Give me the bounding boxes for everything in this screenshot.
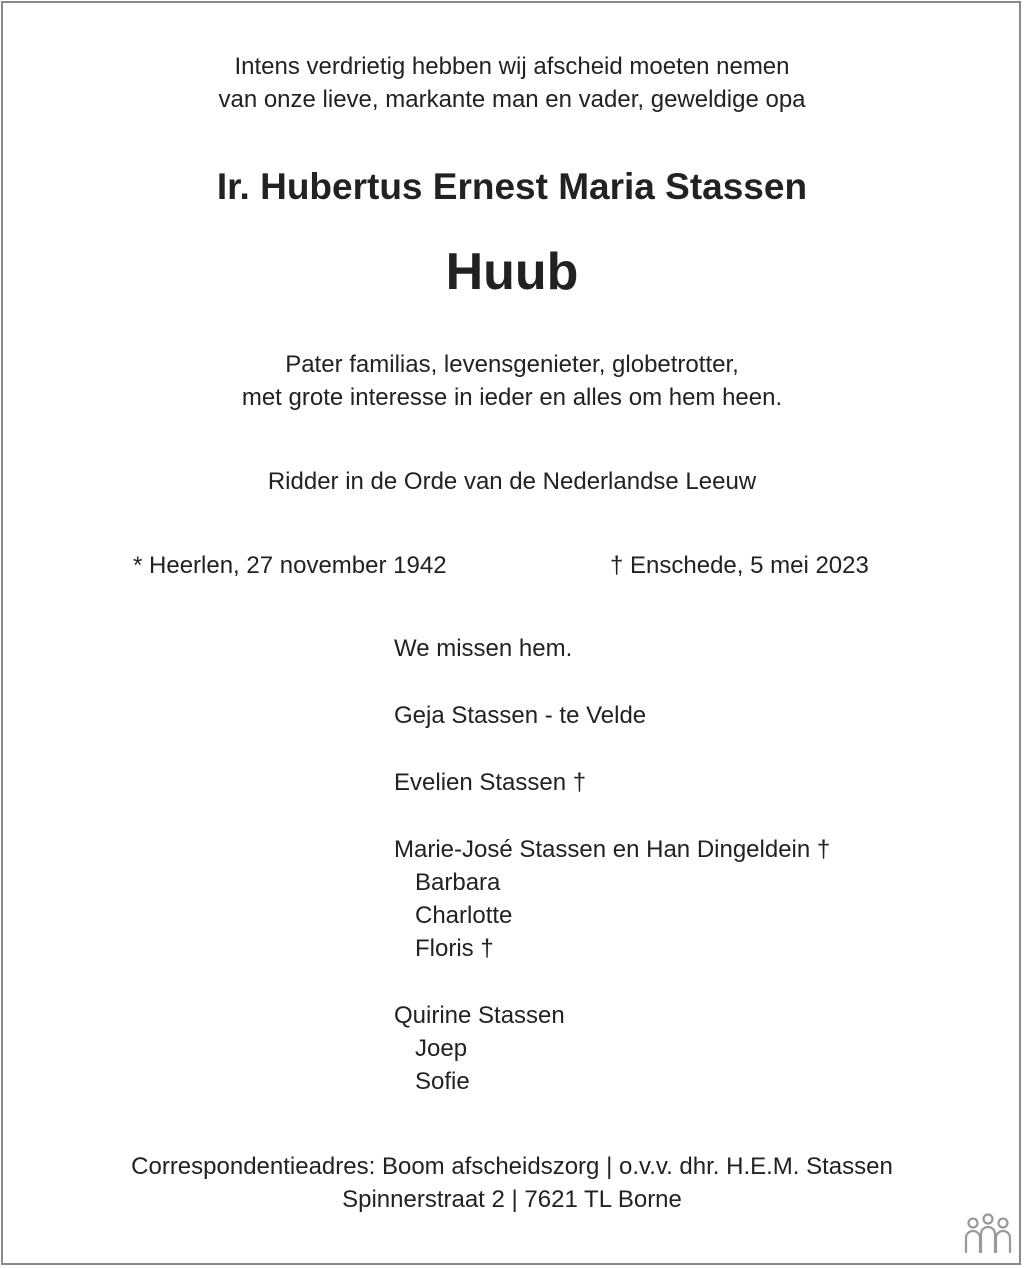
spouse-name: Geja Stassen - te Velde — [394, 702, 647, 729]
description-line-1: Pater familias, levensgenieter, globetrotter, — [285, 351, 739, 378]
grandchild-name: Charlotte — [415, 902, 513, 929]
grandchild-name: Floris † — [415, 935, 494, 962]
description-line-2: met grote interesse in ieder en alles om hem heen. — [241, 384, 783, 411]
grandchild-name: Barbara — [415, 869, 501, 896]
daughter-2-name: Marie-José Stassen en Han Dingeldein † — [394, 836, 831, 863]
intro-line-2: van onze lieve, markante man en vader, geweldige opa — [218, 86, 806, 113]
closing-line: We missen hem. — [394, 635, 573, 662]
intro-line-1: Intens verdrietig hebben wij afscheid moeten nemen — [234, 53, 790, 80]
daughter-2-family — [394, 833, 830, 965]
people-group-icon — [962, 1212, 1014, 1254]
death-date: † Enschede, 5 mei 2023 — [610, 552, 869, 579]
correspondence-address — [0, 1150, 1024, 1216]
description — [0, 348, 1024, 414]
honor: Ridder in de Orde van de Nederlandse Leeuw — [267, 468, 757, 495]
intro-text — [0, 50, 1024, 116]
nickname: Huub — [445, 243, 579, 301]
daughter-3-name: Quirine Stassen — [394, 1002, 565, 1029]
birth-date: * Heerlen, 27 november 1942 — [133, 552, 447, 579]
correspondence-line-2: Spinnerstraat 2 | 7621 TL Borne — [342, 1186, 682, 1213]
full-name: Ir. Hubertus Ernest Maria Stassen — [216, 166, 808, 207]
daughter-1-name: Evelien Stassen † — [394, 769, 587, 796]
grandchild-name: Sofie — [415, 1068, 470, 1095]
daughter-3-family — [394, 999, 565, 1098]
correspondence-line-1: Correspondentieadres: Boom afscheidszorg | o.v.v. dhr. H.E.M. Stassen — [131, 1153, 893, 1180]
grandchild-name: Joep — [415, 1035, 468, 1062]
